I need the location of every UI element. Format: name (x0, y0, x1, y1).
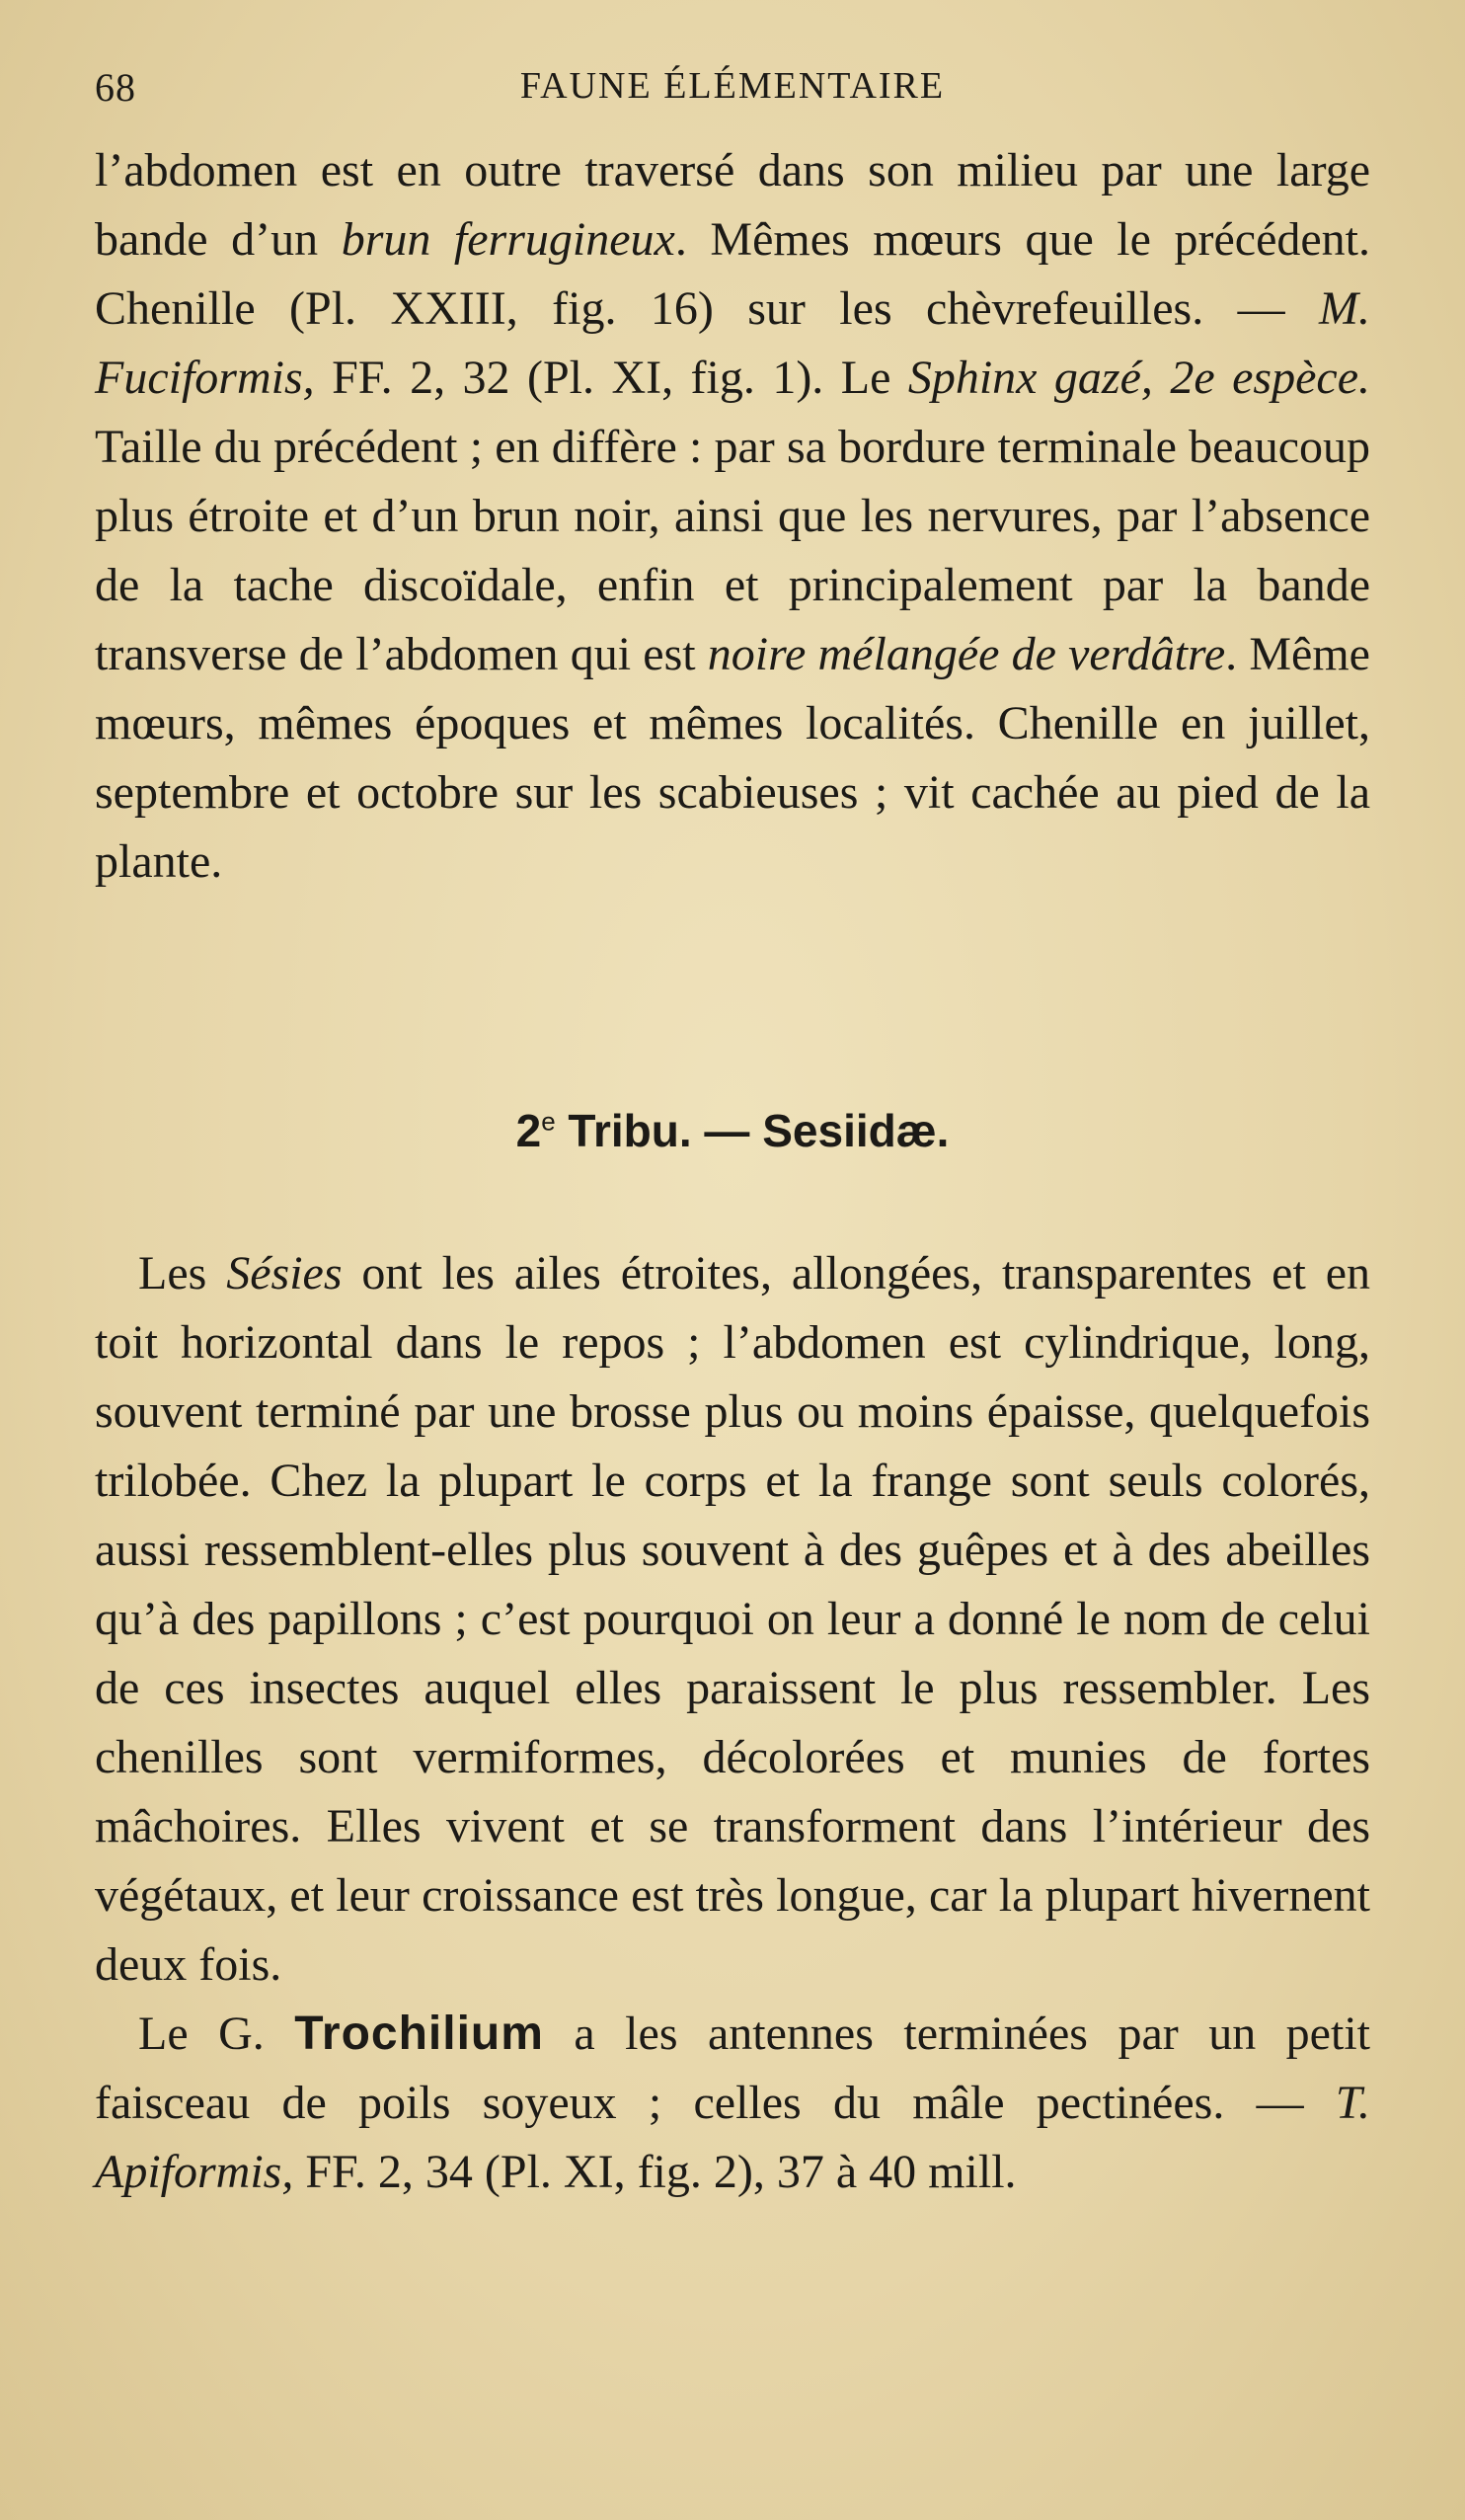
tribe-title: Tribu. — Sesiidæ. (555, 1105, 950, 1156)
text-block-sesiidae (95, 1239, 1370, 2207)
text-run: Le G. (138, 2008, 295, 2060)
italic-run: Sphinx gazé, 2e espèce. (907, 352, 1371, 404)
species-name: T. Apiformis, (95, 2077, 1370, 2198)
text-run: . Mêmes mœurs que le précédent. Chenille (Pl. XXIII, fig. 16) sur les chèvrefeuilles. — (95, 213, 1371, 335)
paragraph-sesies (95, 1239, 1370, 2000)
running-head (95, 54, 1370, 114)
species-name: M. Fuciformis, (95, 282, 1370, 404)
text-run: ont les ailes étroites, allongées, transparentes et en toit horizontal dans le repos ; l’abdomen est cylindrique, long, souvent terminé par une brosse plus ou moins épaisse, quelquefois trilobée. Chez la plupart le corps et la frange sont seuls colorés, aussi ressemblent-elles plus souvent à des guêpes et à des abeilles qu’à des papillons ; c’est pourquoi on leur a donné le nom de celui de ces insectes auquel elles paraissent le plus ressembler. Les chenilles sont vermiformes, décolorées et munies de fortes mâchoires. Elles vivent et se transforment dans l’intérieur des végétaux, et leur croissance est très longue, car la plupart hivernent deux fois. (95, 1247, 1370, 1991)
text-block-continuation (95, 136, 1370, 897)
text-run: FF. 2, 34 (Pl. XI, fig. 2), 37 à 40 mill. (293, 2146, 1017, 2198)
italic-run: Sésies (226, 1247, 343, 1299)
italic-run: noire mélangée de verdâtre (707, 628, 1226, 680)
tribe-ordinal: e (541, 1106, 556, 1137)
text-run: Les (138, 1247, 227, 1299)
paragraph-trochilium (95, 2000, 1370, 2207)
text-run: Taille du précédent ; en diffère : par sa bordure terminale beaucoup plus étroite et d’un brun noir, ainsi que les nervures, par l’absence de la tache discoïdale, enfin et principalement par la bande transverse de l’abdomen qui est (95, 421, 1370, 680)
italic-run: brun ferrugineux (341, 213, 675, 266)
text-run: l’abdomen est en outre traversé dans son milieu par une large bande d’un (95, 144, 1370, 266)
page-number: 68 (95, 65, 136, 110)
text-run: a les antennes terminées par un petit faisceau de poils soyeux ; celles du mâle pectinées. — (95, 2008, 1370, 2129)
section-heading (95, 1104, 1370, 1157)
running-title: FAUNE ÉLÉMENTAIRE (519, 65, 946, 107)
tribe-number: 2 (515, 1105, 542, 1156)
paragraph-sphinx (95, 136, 1370, 897)
genus-name: Trochilium (294, 2008, 544, 2060)
text-run: . Même mœurs, mêmes époques et mêmes localités. Chenille en juillet, septembre et octobre sur les scabieuses ; vit cachée au pied de la plante. (95, 628, 1370, 888)
text-run: FF. 2, 32 (Pl. XI, fig. 1). Le (314, 352, 908, 404)
